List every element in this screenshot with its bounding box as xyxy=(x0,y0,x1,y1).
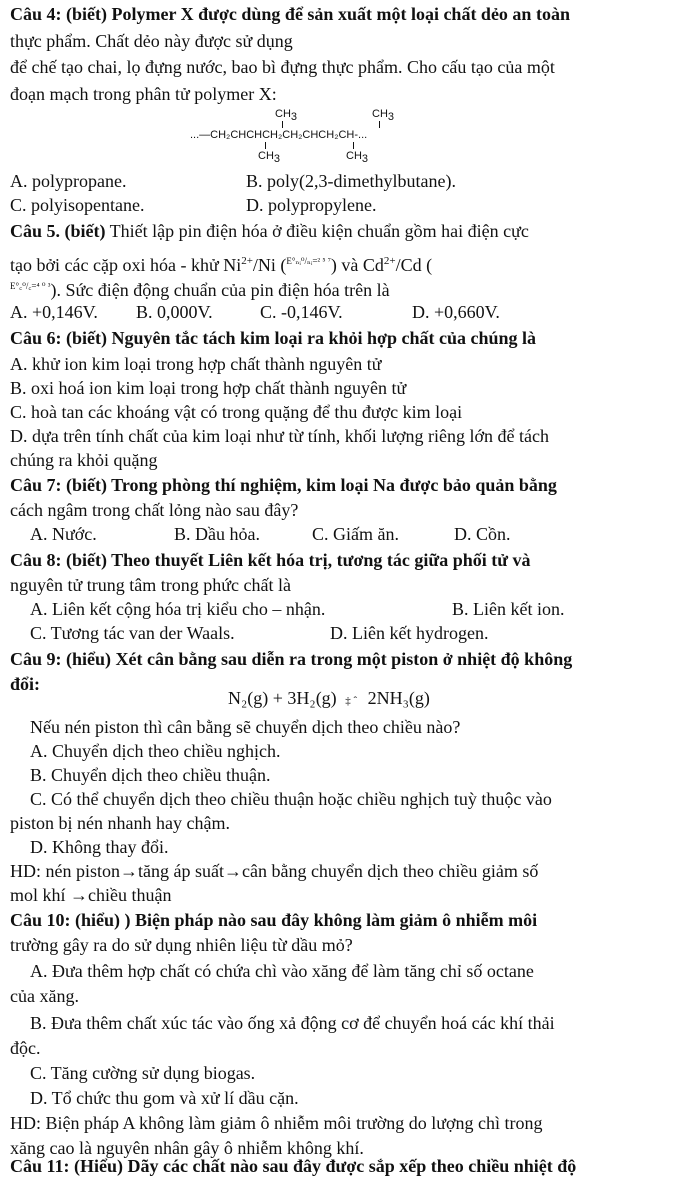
q5-text-2a: tạo bởi các cặp oxi hóa - khử Ni xyxy=(10,255,242,275)
q5-text-2d: /Cd ( xyxy=(395,255,433,275)
q5-text-1: Thiết lập pin điện hóa ở điều kiện chuẩn gồm hai điện cực xyxy=(105,221,529,241)
q10-hint-line-2: xăng cao là nguyên nhân gây ô nhiễm không khí. xyxy=(10,1138,364,1158)
formula-methyl-bottom-2: CH xyxy=(346,150,362,162)
q5-ni-potential: E°ₙᵢ⁰/ₙᵢ=² ⁵ ⁷ xyxy=(286,256,331,266)
q4-option-c: C. polyisopentane. xyxy=(10,195,145,215)
q10-line-2: trường gây ra do sử dụng nhiên liệu từ dầu mỏ? xyxy=(10,935,353,955)
q5-text-2b: /Ni ( xyxy=(252,255,287,275)
q5-text-3: ). Sức điện động chuẩn của pin điện hóa trên là xyxy=(50,280,390,300)
q5-option-a: A. +0,146V. xyxy=(10,302,98,322)
q4-option-d: D. polypropylene. xyxy=(246,195,377,215)
q9-equation-products: 2NH₃(g) xyxy=(367,688,430,708)
q10-option-b-line-2: độc. xyxy=(10,1038,41,1058)
q7-line-1: Câu 7: (biết) Trong phòng thí nghiệm, kim loại Na được bảo quản bằng xyxy=(10,475,557,495)
q6-option-c: C. hoà tan các khoáng vật có trong quặng để thu được kim loại xyxy=(10,402,463,422)
q5-option-d: D. +0,660V. xyxy=(412,302,500,322)
q5-cd-charge: 2+ xyxy=(383,255,396,267)
q9-line-2: đổi: xyxy=(10,674,41,694)
q10-option-b-line-1: B. Đưa thêm chất xúc tác vào ống xả động cơ để chuyển hoá các khí thải xyxy=(30,1013,555,1033)
formula-methyl-bottom-1: CH xyxy=(258,150,274,162)
q5-label: Câu 5. (biết) xyxy=(10,221,106,241)
q8-option-b: B. Liên kết ion. xyxy=(452,599,565,619)
q9-equation-reactants: N₂(g) + 3H₂(g) xyxy=(228,688,337,708)
q9-equilibrium-arrow: ‡ ˆ xyxy=(345,695,358,707)
q9-option-d: D. Không thay đổi. xyxy=(30,837,169,857)
q11-line-1: Câu 11: (Hiểu) Dãy các chất nào sau đây được sắp xếp theo chiều nhiệt độ xyxy=(10,1156,577,1176)
q4-option-a: A. polypropane. xyxy=(10,171,127,191)
q4-line-4: đoạn mạch trong phân tử polymer X: xyxy=(10,84,277,104)
q4-line-1: Câu 4: (biết) Polymer X được dùng để sản xuất một loại chất dẻo an toàn xyxy=(10,4,570,24)
q5-cd-potential: E°꜀⁰/꜀=⁴ ⁰ ³ xyxy=(10,281,51,291)
q6-option-b: B. oxi hoá ion kim loại trong hợp chất thành nguyên tử xyxy=(10,378,407,398)
q7-option-d: D. Cồn. xyxy=(454,524,511,544)
q7-option-a: A. Nước. xyxy=(30,524,97,544)
q9-line-1: Câu 9: (hiểu) Xét cân bằng sau diễn ra trong một piston ở nhiệt độ không xyxy=(10,649,573,669)
formula-methyl-top-1: CH xyxy=(275,108,291,120)
formula-main-chain: ...—CH₂CHCHCH₂CH₂CHCH₂CH-... xyxy=(190,129,368,141)
q6-option-d-line-2: chúng ra khỏi quặng xyxy=(10,450,158,470)
q9-equation xyxy=(228,687,430,712)
q9-option-c-line-2: piston bị nén nhanh hay chậm. xyxy=(10,813,230,833)
q9-option-a: A. Chuyển dịch theo chiều nghịch. xyxy=(30,741,281,761)
q8-option-a: A. Liên kết cộng hóa trị kiểu cho – nhận. xyxy=(30,599,326,619)
q10-line-1: Câu 10: (hiểu) ) Biện pháp nào sau đây không làm giảm ô nhiễm môi xyxy=(10,910,538,930)
q7-option-c: C. Giấm ăn. xyxy=(312,524,399,544)
q9-option-b: B. Chuyển dịch theo chiều thuận. xyxy=(30,765,271,785)
q9-question: Nếu nén piston thì cân bằng sẽ chuyển dịch theo chiều nào? xyxy=(30,717,461,737)
q5-line-1 xyxy=(10,220,690,242)
q9-hint-line-1: HD: nén piston→tăng áp suất→cân bằng chuyển dịch theo chiều giảm số xyxy=(10,861,539,881)
q9-option-c-line-1: C. Có thể chuyển dịch theo chiều thuận hoặc chiều nghịch tuỳ thuộc vào xyxy=(30,789,552,809)
q5-line-2 xyxy=(10,250,432,276)
q5-option-b: B. 0,000V. xyxy=(136,302,213,322)
q10-option-a-line-2: của xăng. xyxy=(10,986,79,1006)
q6-option-a: A. khử ion kim loại trong hợp chất thành nguyên tử xyxy=(10,354,382,374)
q10-hint-line-1: HD: Biện pháp A không làm giảm ô nhiễm môi trường do lượng chì trong xyxy=(10,1113,543,1133)
q6-option-d-line-1: D. dựa trên tính chất của kim loại như từ tính, khối lượng riêng lớn để tách xyxy=(10,426,549,446)
q5-ni-charge: 2+ xyxy=(241,255,253,267)
q10-option-c: C. Tăng cường sử dụng biogas. xyxy=(30,1063,256,1083)
q7-option-b: B. Dầu hỏa. xyxy=(174,524,260,544)
polymer-structure-formula: $CH_3$ $CH_3$ ...—CH₂CHCHCH₂CH₂CHCH₂CH-... $CH_3$ $CH_3$ xyxy=(190,108,395,166)
q8-line-2: nguyên tử trung tâm trong phức chất là xyxy=(10,575,291,595)
q9-hint-line-2: mol khí →chiều thuận xyxy=(10,885,172,905)
q7-line-2: cách ngâm trong chất lỏng nào sau đây? xyxy=(10,500,299,520)
q4-line-3: để chế tạo chai, lọ đựng nước, bao bì đựng thực phẩm. Cho cấu tạo của một xyxy=(10,57,555,77)
q10-option-d: D. Tổ chức thu gom và xử lí dầu cặn. xyxy=(30,1088,299,1108)
q4-option-b: B. poly(2,3-dimethylbutane). xyxy=(246,171,456,191)
q5-text-2c: ) và Cd xyxy=(330,255,384,275)
q4-line-2: thực phẩm. Chất dẻo này được sử dụng xyxy=(10,31,293,51)
q10-option-a-line-1: A. Đưa thêm hợp chất có chứa chì vào xăng để làm tăng chỉ số octane xyxy=(30,961,534,981)
q8-line-1: Câu 8: (biết) Theo thuyết Liên kết hóa trị, tương tác giữa phối tử và xyxy=(10,550,531,570)
formula-methyl-top-2: CH xyxy=(372,108,388,120)
q5-line-3 xyxy=(10,275,390,301)
q8-option-d: D. Liên kết hydrogen. xyxy=(330,623,489,643)
q6-line-1: Câu 6: (biết) Nguyên tắc tách kim loại ra khỏi hợp chất của chúng là xyxy=(10,328,536,348)
q5-option-c: C. -0,146V. xyxy=(260,302,343,322)
q8-option-c: C. Tương tác van der Waals. xyxy=(30,623,235,643)
